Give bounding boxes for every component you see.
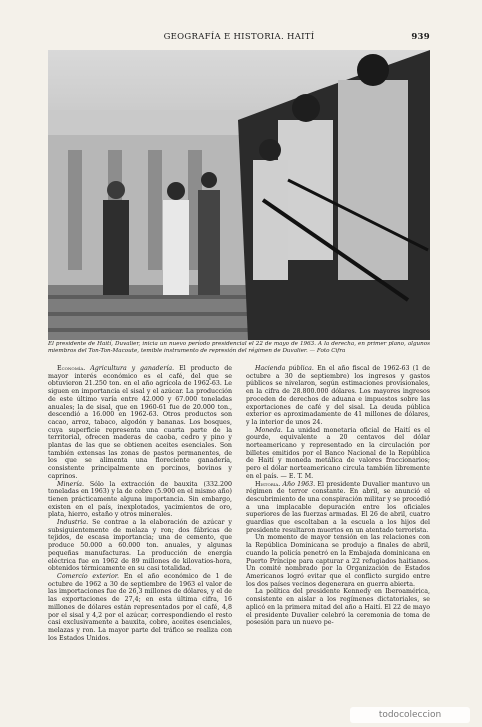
paragraph-text: Sólo la extracción de bauxita (332.200 toneladas en 1963) y la de cobre (5.900 en el mismo año) tienen prácticamente alguna importancia. Sin embargo, existen en el país, inexplotados, yacimientos de oro, plata, hierro, estaño y otros minerales.: [48, 480, 232, 519]
page-number: 939: [411, 32, 430, 42]
photo-illustration: [48, 50, 430, 340]
subsection-heading: Hacienda pública.: [255, 365, 314, 372]
subsection-heading: Agricultura y ganadería.: [90, 365, 175, 372]
paragraph-text: Un momento de mayor tensión en las relaciones con la República Dominicana se produjo a finales de abril, cuando la policía penetró en la Embajada dominicana en Puerto Príncipe para capturar a 22 refugiados haitianos. Un comité nombrado por la Organización de Estados Americanos logró evitar que el conflicto surgido entre los dos países vecinos degenerara en guerra abierta.: [246, 534, 430, 588]
paragraph: [48, 519, 232, 573]
paragraph-text: En el año fiscal de 1962-63 (1 de octubre a 30 de septiembre) los ingresos y gastos públicos se nivelaron, según estimaciones provisionales, en la cifra de 28.800.000 dólares. Los mayores ingresos proceden de derechos de aduana e impuestos sobre las exportaciones de café y del sisal. La deuda pública exterior es aproximadamente de 41 millones de dólares, y la interior de unos 24.: [246, 365, 430, 426]
paragraph: [246, 365, 430, 427]
paragraph: [246, 427, 430, 481]
paragraph-text: En el año económico de 1 de octubre de 1962 a 30 de septiembre de 1963 el valor de las importaciones fue de 26,3 millones de dólares, y el de las exportaciones de 27,4; en esta última cifra, 16 millones de dólares están representados por el café, 4,8 por el sisal y 4,2 por el azúcar, correspondiendo el resto casi exclusivamente a bauxita, cobre, aceites esenciales, melazas y ron. La mayor parte del tráfico se realiza con los Estados Unidos.: [48, 572, 232, 642]
paragraph-text: El producto de mayor interés económico es el café, del que se obtuvieron 21.250 ton. en el año agrícola de 1962-63. Le siguen en importancia el sisal y el azúcar. La producción de este último varía entre 42.000 y 67.000 toneladas anuales; la de sisal, que en 1960-61 fue de 20.000 ton., descendió a 16.000 en 1962-63. Otros productos son cacao, arroz, tabaco, algodón y bananas. Los bosques, cuya superficie representa una cuarta parte de la territorial, ofrecen maderas de caoba, cedro y pino y plantas de las que se obtienen aceites esenciales. Son también extensas las zonas de pastos permanentes, de los que se alimenta una floreciente ganadería, consistente principalmente en porcinos, bovinos y caprinos.: [48, 365, 232, 480]
subsection-heading: Moneda.: [255, 426, 283, 434]
paragraph: [246, 588, 430, 627]
text-column-left: [48, 365, 232, 642]
running-header: [48, 32, 430, 44]
watermark-logo: todocoleccion: [350, 707, 470, 723]
subsection-heading: Comercio exterior.: [57, 572, 120, 580]
paragraph: [246, 534, 430, 588]
paragraph-text: El presidente Duvalier mantuvo un régimen de terror constante. En abril, se anunció el descubrimiento de una conspiración militar y se procedió a una implacable depuración entre los oficiales superiores de las fuerzas armadas. El 26 de abril, cuatro guardias que escoltaban a la escuela a los hijos del presidente resultaron muertos en un atentado terrorista.: [246, 480, 430, 534]
subsection-heading: Minería.: [57, 480, 85, 488]
news-photograph: [48, 50, 430, 340]
subsection-heading: Año 1963.: [282, 480, 316, 488]
subsection-heading: Industria.: [57, 519, 89, 527]
paragraph: [48, 481, 232, 520]
paragraph: [48, 573, 232, 642]
paragraph: [48, 365, 232, 481]
paragraph: [246, 481, 430, 535]
paragraph-text: Se contrae a la elaboración de azúcar y subsiguientemente de melaza y ron; dos fábricas de tejidos, de escasa importancia; una de cemento, que produce 50.000 a 60.000 ton. anuales, y algunas pequeñas manufacturas. La producción de energía eléctrica fue en 1962 de 89 millones de kilovatios-hora, obtenidos térmicamente en su casi totalidad.: [48, 519, 232, 573]
text-column-right: [246, 365, 430, 627]
photo-caption: El presidente de Haití, Duvalier, inicia un nuevo período presidencial el 22 de mayo de 1963. A la derecha, en primer plano, algunos miembros del Ton-Ton-Macoute, temible instrumento de represión del régimen de Duvalier. — Foto Cifra: [48, 341, 430, 354]
running-title: GEOGRAFÍA E HISTORIA. HAITÍ: [163, 32, 315, 42]
paragraph-text: La unidad monetaria oficial de Haití es el gourde, equivalente a 20 centavos del dólar norteamericano y representado en la circulación por billetes emitidos por el Banco Nacional de la República de Haití y moneda metálica de valores fraccionarios; pero el dólar norteamericano circula también libremente en el país. — E. T. M.: [246, 426, 430, 480]
section-heading: Economía.: [57, 365, 86, 372]
section-heading: Historia.: [255, 480, 281, 488]
paragraph-text: La política del presidente Kennedy en Iberoamérica, consistente en aislar a los regímenes dictatoriales, se aplicó en la primera mitad del año a Haití. El 22 de mayo el presidente Duvalier celebró la ceremonia de toma de posesión para un nuevo pe-: [246, 588, 430, 627]
